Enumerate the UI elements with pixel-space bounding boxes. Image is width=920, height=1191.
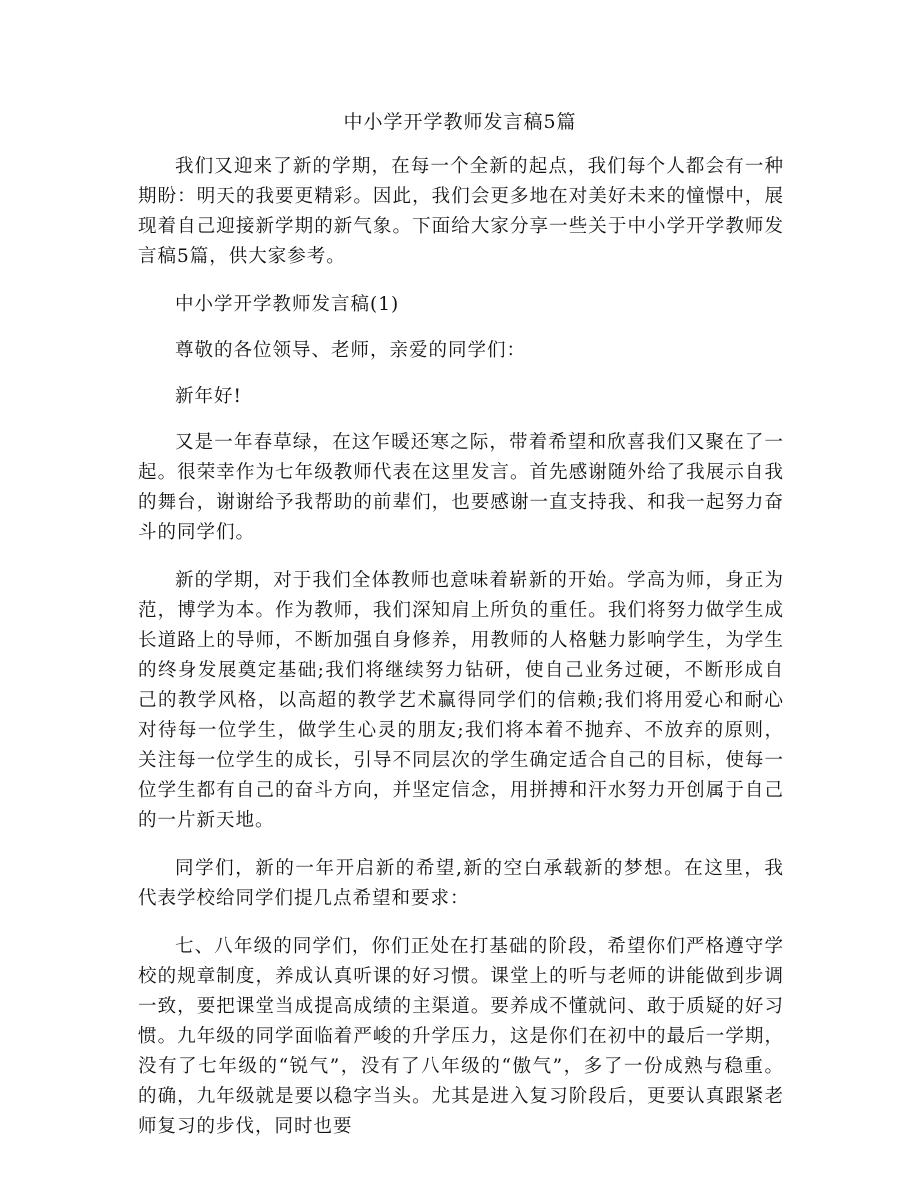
body-paragraph: 又是一年春草绿，在这乍暖还寒之际，带着希望和欣喜我们又聚在了一起。很荣幸作为七年级教师代表在这里发言。首先感谢随外给了我展示自我的舞台，谢谢给予我帮助的前辈们，也要感谢一直支持我、和我一起努力奋斗的同学们。	[138, 432, 784, 543]
intro-paragraph: 我们又迎来了新的学期，在每一个全新的起点，我们每个人都会有一种期盼：明天的我要更精彩。因此，我们会更多地在对美好未来的憧憬中，展现着自己迎接新学期的新气象。下面给大家分享一些关于中小学开学教师发言稿5篇，供大家参考。	[138, 156, 784, 267]
body-paragraph: 新的学期，对于我们全体教师也意味着崭新的开始。学高为师，身正为范，博学为本。作为教师，我们深知肩上所负的重任。我们将努力做学生成长道路上的导师，不断加强自身修养，用教师的人格魅力影响学生，为学生的终身发展奠定基础;我们将继续努力钻研，使自己业务过硬，不断形成自己的教学风格，以高超的教学艺术赢得同学们的信赖;我们将用爱心和耐心对待每一位学生，做学生心灵的朋友;我们将本着不抛弃、不放弃的原则，关注每一位学生的成长，引导不同层次的学生确定适合自己的目标，使每一位学生都有自己的奋斗方向，并坚定信念，用拼搏和汗水努力开创属于自己的一片新天地。	[138, 570, 784, 831]
document-title: 中小学开学教师发言稿5篇	[343, 111, 577, 133]
section-heading: 中小学开学教师发言稿(1)	[175, 294, 400, 315]
body-paragraph: 七、八年级的同学们，你们正处在打基础的阶段，希望你们严格遵守学校的规章制度，养成认真听课的好习惯。课堂上的听与老师的讲能做到步调一致，要把课堂当成提高成绩的主渠道。要养成不懂就问、敢于质疑的好习惯。九年级的同学面临着严峻的升学压力，这是你们在初中的最后一学期，没有了七年级的“锐气”，没有了八年级的“傲气”，多了一份成熟与稳重。的确，九年级就是要以稳字当头。尤其是进入复习阶段后，更要认真跟紧老师复习的步伐，同时也要	[138, 936, 784, 1137]
greeting: 新年好!	[175, 386, 242, 407]
body-paragraph: 同学们，新的一年开启新的希望,新的空白承载新的梦想。在这里，我代表学校给同学们提几点希望和要求：	[138, 858, 784, 909]
salutation: 尊敬的各位领导、老师，亲爱的同学们：	[175, 340, 527, 361]
document-body	[138, 152, 784, 1160]
